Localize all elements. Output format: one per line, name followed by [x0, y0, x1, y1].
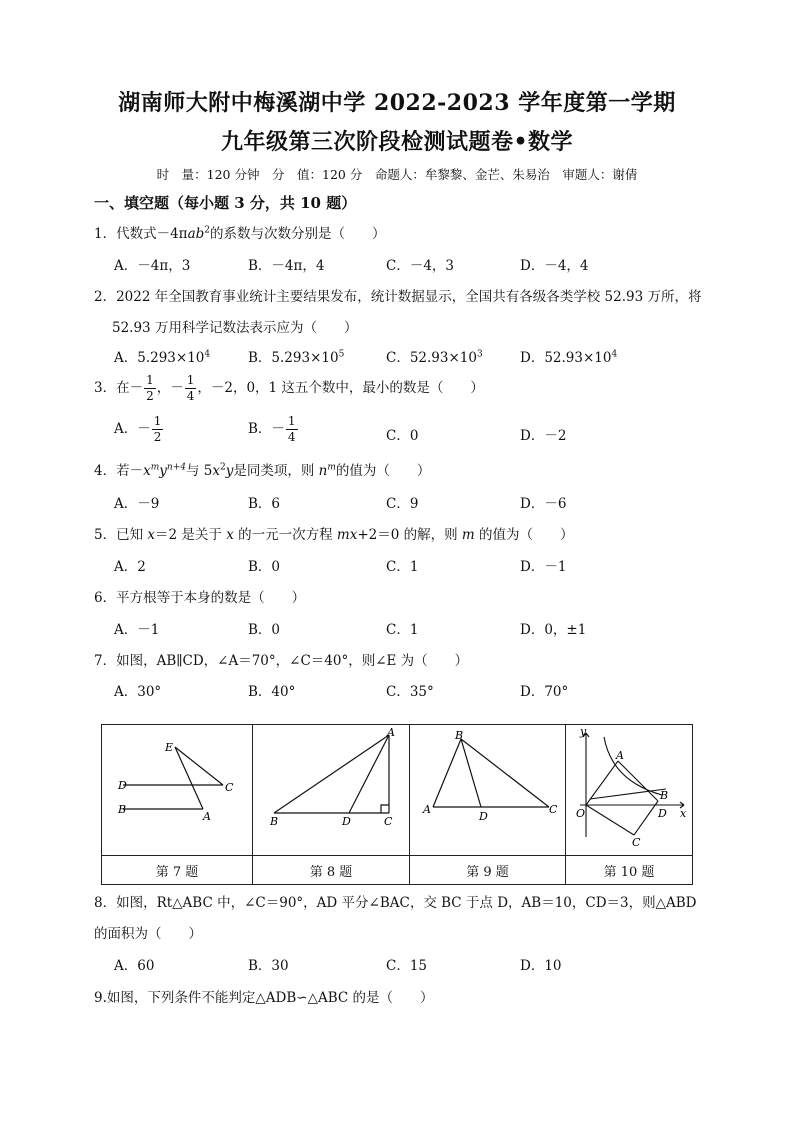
- figure-7-diagram: [103, 725, 251, 851]
- q3-option-d: D．－2: [520, 428, 567, 444]
- fig9-label-a: A: [423, 803, 431, 816]
- title-line-2: 九年级第三次阶段检测试题卷•数学: [220, 129, 574, 155]
- q2-option-a: A．$5.293\times 10^4$: [114, 349, 211, 366]
- q5-option-b: B．0: [248, 559, 281, 575]
- caption-fig-9: 第 9 题: [410, 856, 566, 885]
- question-2-line-2: 52.93 万用科学记数法表示应为（ ）: [112, 320, 358, 336]
- question-7: 7．如图，AB∥CD，∠A＝70°，∠C＝40°，则∠E 为（ ）: [94, 653, 469, 669]
- figure-10-diagram: [566, 725, 692, 851]
- q6-option-c: C．1: [386, 622, 419, 638]
- fig7-label-b: B: [118, 803, 127, 816]
- q7-option-b: B．40°: [248, 684, 296, 700]
- fig10-label-d: D: [658, 807, 667, 820]
- caption-fig-8: 第 8 题: [253, 856, 410, 885]
- figures-table: [101, 724, 693, 885]
- q1-option-d: D．－4，4: [520, 258, 589, 274]
- question-4: 4．若$-x^my^{n+4}$与 $5x^2y$是同类项，则 $n^m$的值为（ ）: [94, 462, 431, 479]
- fig10-label-x: x: [680, 807, 687, 820]
- fig10-label-y: y: [580, 725, 587, 738]
- q7-option-c: C．35°: [386, 684, 434, 700]
- caption-fig-10: 第 10 题: [566, 856, 693, 885]
- q2-option-c: C．$52.93\times 10^3$: [386, 349, 483, 366]
- fig7-label-e: E: [165, 741, 174, 754]
- fraction-quarter: $\frac{1}{4}$: [186, 373, 195, 403]
- question-2-line-1: 2．2022 年全国教育事业统计主要结果发布，统计数据显示，全国共有各级各类学校 52.93 万所，将: [94, 289, 702, 305]
- question-6: 6．平方根等于本身的数是（ ）: [94, 590, 306, 606]
- q4-option-d: D．－6: [520, 496, 567, 512]
- q5-option-d: D．－1: [520, 559, 567, 575]
- q1-option-b: B．－4π，4: [248, 258, 325, 274]
- fig9-label-d: D: [479, 810, 488, 823]
- question-8-line-2: 的面积为（ ）: [94, 926, 202, 942]
- q1-option-a: A．－4π，3: [114, 258, 191, 274]
- fig9-label-b: B: [455, 729, 464, 742]
- fraction-half: $\frac{1}{2}$: [146, 373, 154, 403]
- question-5: 5．已知 x＝2 是关于 x 的一元一次方程 mx+2＝0 的解，则 m 的值为（ ）: [94, 527, 574, 543]
- fig7-label-a: A: [203, 810, 211, 823]
- q5-option-a: A．2: [114, 559, 146, 575]
- section-1-heading: 一、填空题（每小题 3 分，共 10 题）: [94, 194, 357, 212]
- q5-option-c: C．1: [386, 559, 419, 575]
- q4-option-a: A．－9: [114, 496, 160, 512]
- exam-meta: 时 量：120 分钟 分 值：120 分 命题人：牟黎黎、金芒、朱易治 审题人：谢倩: [156, 167, 638, 182]
- fig8-label-a: A: [387, 726, 395, 739]
- figure-9-diagram: [411, 725, 564, 851]
- q2-option-d: D．$52.93\times 10^4$: [520, 349, 618, 366]
- fig10-label-b: B: [660, 789, 669, 802]
- figure-8-diagram: [254, 725, 408, 851]
- fig9-label-c: C: [549, 803, 558, 816]
- q3-option-a: A．－ $\frac{1}{2}$: [114, 414, 162, 444]
- q6-option-a: A．－1: [114, 622, 160, 638]
- fig10-label-o: O: [576, 807, 586, 820]
- q7-option-a: A．30°: [114, 684, 162, 700]
- question-1: 1．代数式－4πab$^2$的系数与次数分别是（ ）: [94, 225, 386, 242]
- title-line-1: 湖南师大附中梅溪湖中学 2022-2023 学年度第一学期: [118, 90, 676, 116]
- fig8-label-c: C: [384, 815, 393, 828]
- caption-fig-7: 第 7 题: [102, 856, 253, 885]
- fig7-label-d: D: [118, 779, 127, 792]
- fig7-label-c: C: [225, 781, 234, 794]
- q3-option-c: C．0: [386, 428, 419, 444]
- question-9: 9.如图，下列条件不能判定△ADB∽△ABC 的是（ ）: [94, 990, 434, 1006]
- figure-8: [253, 725, 410, 856]
- question-8-line-1: 8．如图，Rt△ABC 中，∠C＝90°，AD 平分∠BAC，交 BC 于点 D，AB＝10，CD＝3，则△ABD: [94, 895, 697, 911]
- q8-option-b: B．30: [248, 958, 289, 974]
- q2-option-b: B．$5.293\times 10^5$: [248, 349, 345, 366]
- q1-option-c: C．－4，3: [386, 258, 455, 274]
- q6-option-b: B．0: [248, 622, 281, 638]
- q8-option-c: C．15: [386, 958, 428, 974]
- fig8-label-b: B: [270, 815, 279, 828]
- fig10-label-a: A: [616, 749, 624, 762]
- figure-9: [410, 725, 566, 856]
- q7-option-d: D．70°: [520, 684, 569, 700]
- q4-option-c: C．9: [386, 496, 419, 512]
- q3-option-b: B．－ $\frac{1}{4}$: [248, 414, 296, 444]
- fig8-label-d: D: [342, 815, 351, 828]
- fig10-label-c: C: [632, 836, 641, 849]
- q8-option-d: D．10: [520, 958, 562, 974]
- figure-7: [102, 725, 253, 856]
- q8-option-a: A．60: [114, 958, 155, 974]
- question-3: 3．在－ $\frac{1}{2}$ ，－ $\frac{1}{4}$ ，－2，0，1 这五个数中，最小的数是（ ）: [94, 373, 484, 403]
- figure-10: [566, 725, 693, 856]
- q6-option-d: D．0，±1: [520, 622, 587, 638]
- q4-option-b: B．6: [248, 496, 281, 512]
